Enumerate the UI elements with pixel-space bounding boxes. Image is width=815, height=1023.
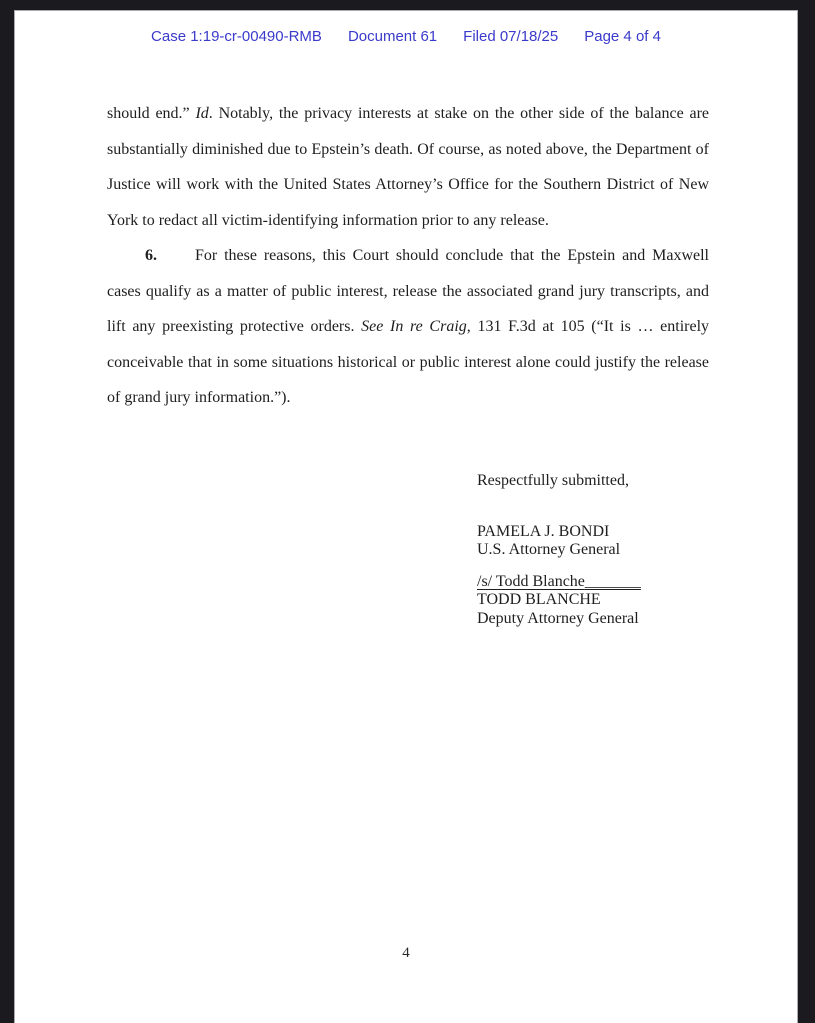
text-segment-normal: For these reasons, this Court should conclude that the Epstein and Maxwell cases qualify as a matter of public interest, release the associated grand jury transcripts, and lift any preexisting protective orders. [107, 247, 709, 335]
document-body [107, 96, 709, 416]
attorney-general-name: PAMELA J. BONDI [477, 522, 610, 540]
pacer-header-stamp [15, 28, 797, 45]
text-segment-normal: . Notably, the privacy interests at stake on the other side of the balance are substantially diminished due to Epstein’s death. Of course, as noted above, the Department of Justice will work with the United States Attorney’s Office for the Southern District of New York to redact all victim-identifying information prior to any release. [107, 105, 709, 229]
page-number-footer: 4 [402, 945, 410, 961]
signature-salutation: Respectfully submitted, [477, 472, 629, 489]
header-filed-date: Filed 07/18/25 [463, 28, 559, 45]
header-page-indicator: Page 4 of 4 [584, 28, 661, 45]
text-segment-normal: should end.” [107, 105, 196, 122]
deputy-title: Deputy Attorney General [477, 609, 639, 627]
paragraph-continuation [107, 96, 709, 238]
signature-spacer [477, 560, 641, 573]
header-document-number: Document 61 [347, 28, 438, 45]
attorney-general-title: U.S. Attorney General [477, 541, 621, 558]
paragraph-6 [107, 238, 709, 416]
signature-spacer [477, 491, 641, 523]
signature-line [477, 573, 641, 592]
electronic-signature: /s/ Todd Blanche [477, 572, 585, 590]
deputy-name: TODD BLANCHE [477, 591, 601, 608]
document-page [14, 10, 798, 1023]
signature-underscores: _______ [584, 572, 641, 590]
header-case-number: Case 1:19-cr-00490-RMB [151, 28, 322, 45]
text-segment-bold: 6. [145, 247, 157, 264]
text-segment-italic: See In re Craig [361, 318, 467, 335]
text-segment-normal: , 131 F.3d at 105 (“It is … entirely conceivable that in some situations historical or public interest alone could justify the release of grand jury information.”). [107, 318, 710, 406]
signature-block [477, 472, 641, 628]
text-segment-italic: Id [195, 105, 209, 122]
